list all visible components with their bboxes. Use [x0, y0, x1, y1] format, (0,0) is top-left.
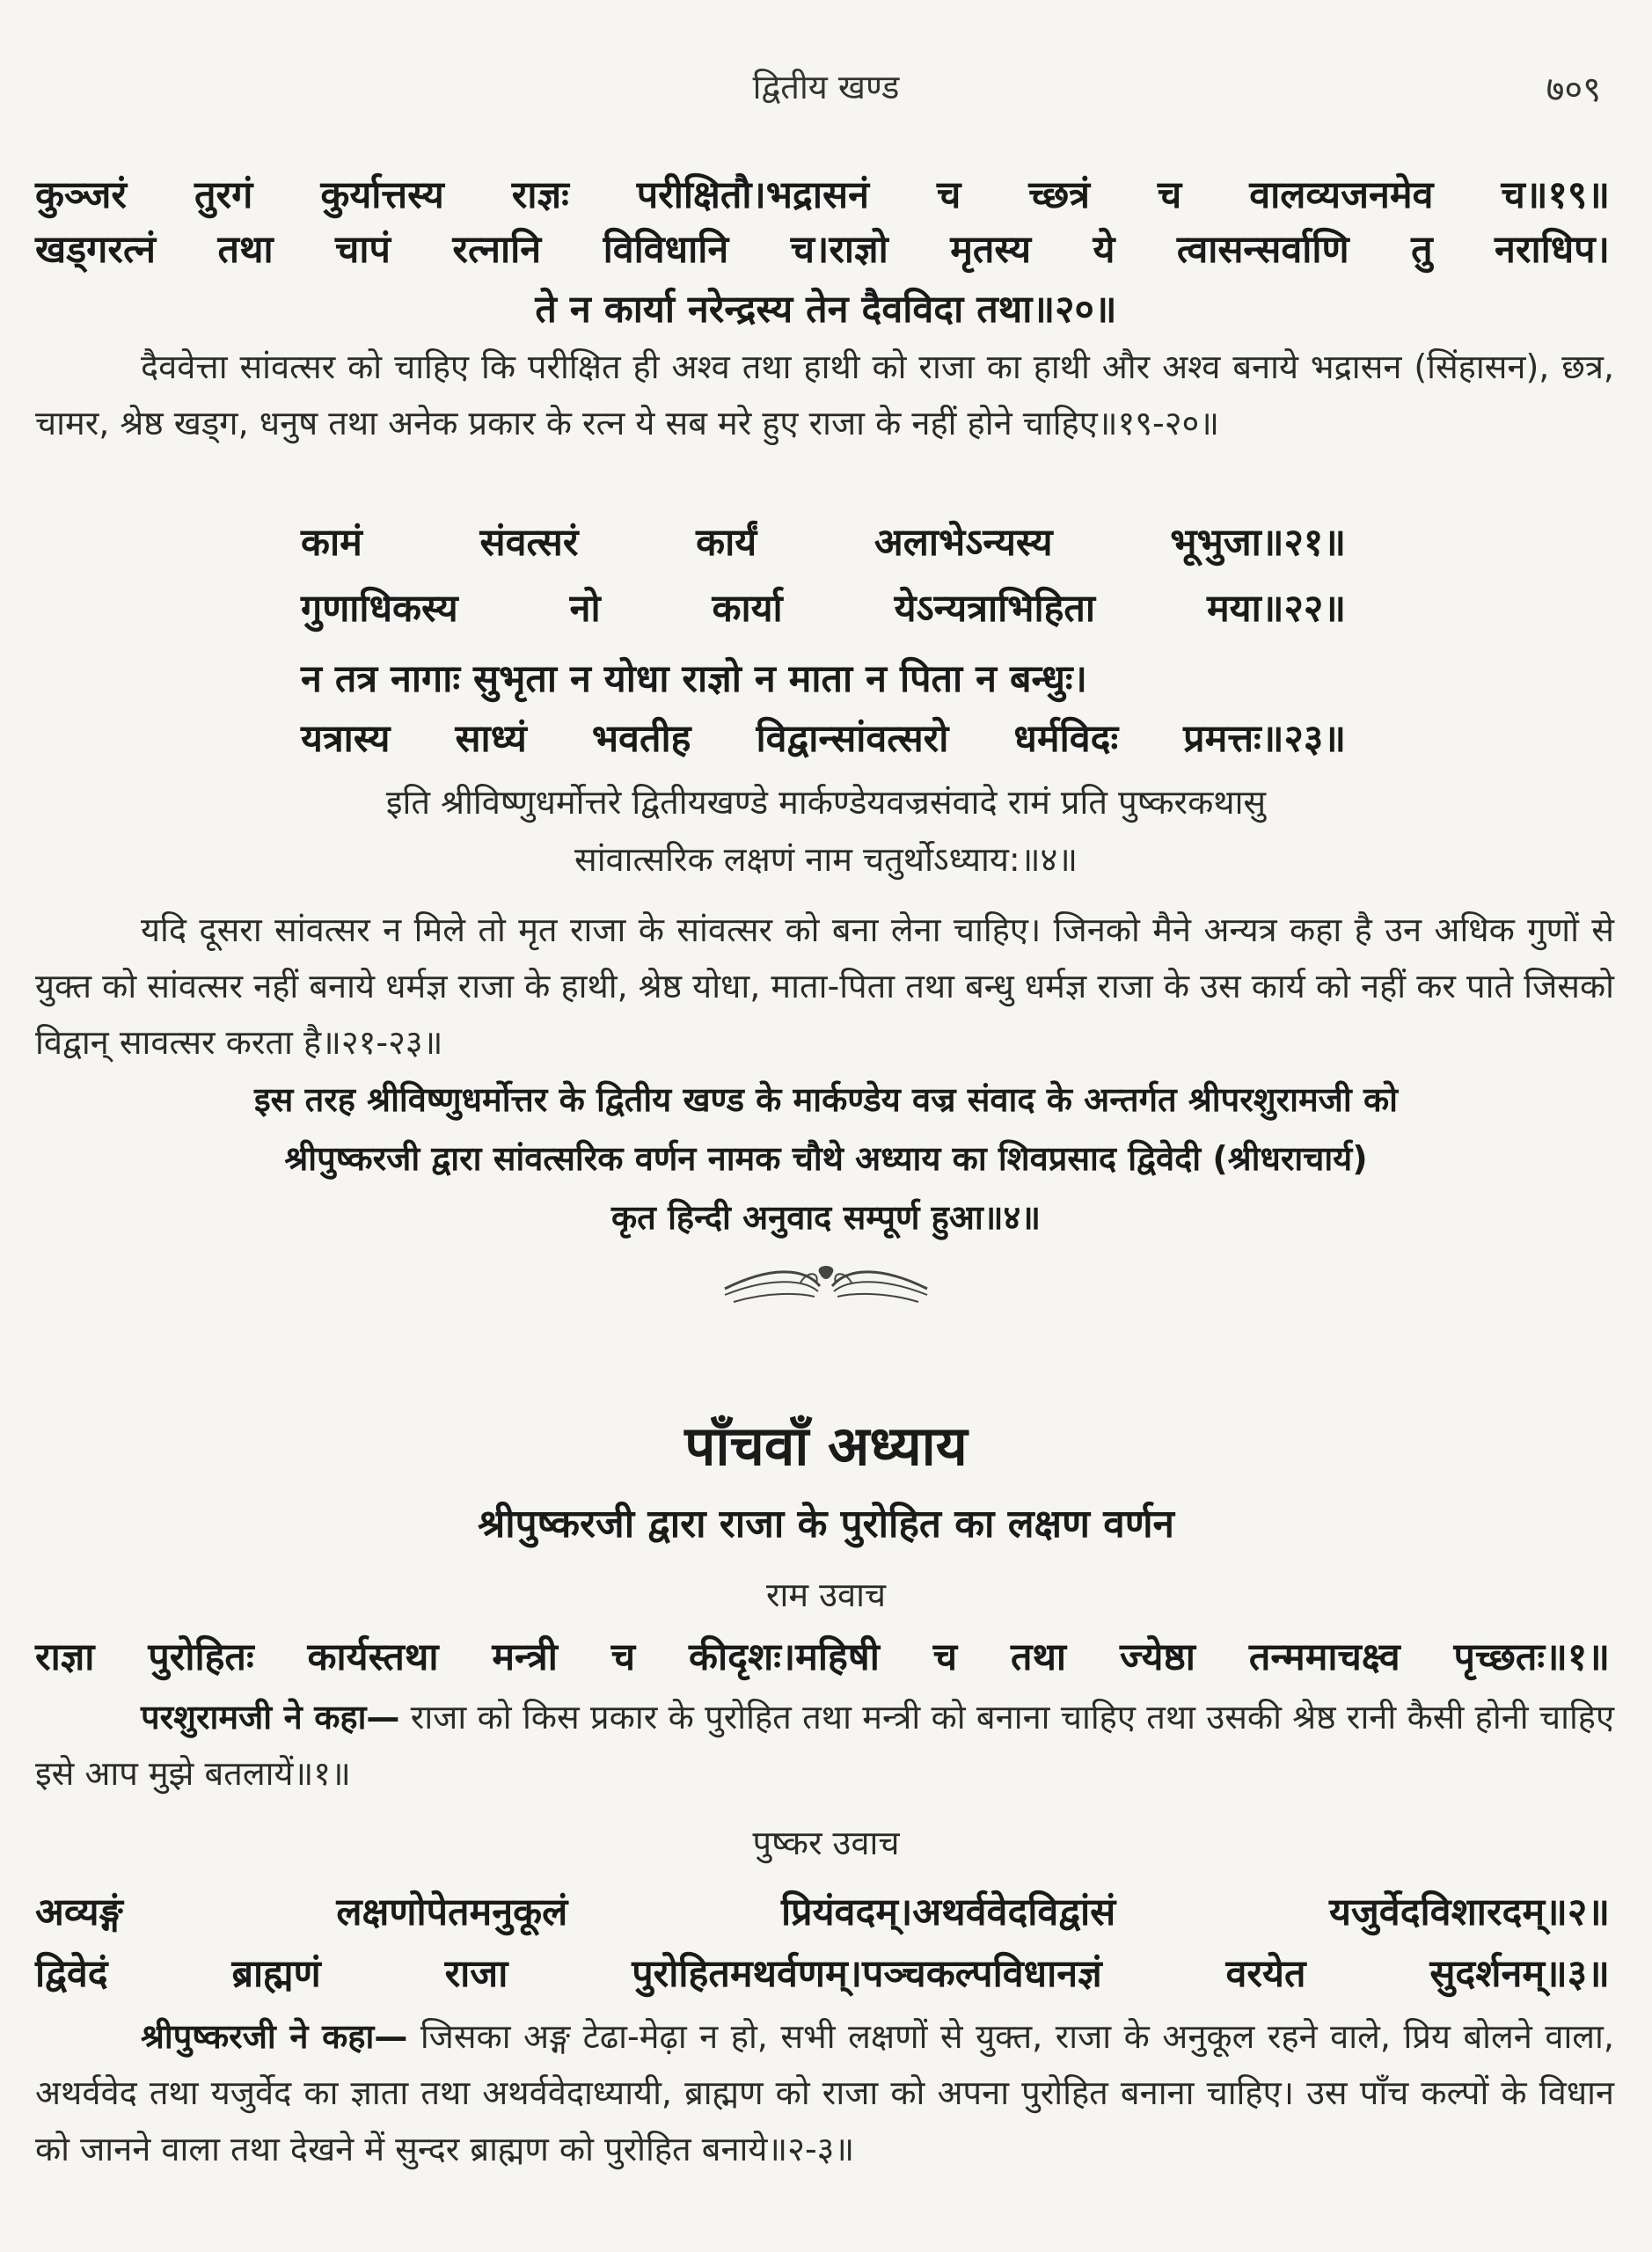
verse-word: नो	[569, 587, 601, 631]
verse-word: च।राज्ञो	[790, 228, 888, 272]
translation-1-lead: परशुरामजी ने कहा—	[141, 1698, 400, 1737]
verse-word: तु	[1411, 228, 1433, 272]
verse-word: च्छत्रं	[1028, 173, 1090, 217]
translation-19-20: दैववेत्ता सांवत्सर को चाहिए कि परीक्षित ही अश्व तथा हाथी को राजा का हाथी और अश्व बनाये भद्रासन (सिंहासन), छत्र, चामर, श्रेष्ठ खड्ग, धनुष तथा अनेक प्रकार के रत्न ये सब मरे हुए राजा के नहीं होने चाहिए॥१९-२०॥	[35, 347, 1614, 442]
verse-word: तथा	[217, 228, 274, 272]
verse-word: मृतस्य	[950, 228, 1032, 272]
verse-word: धर्मविदः	[1013, 717, 1119, 761]
verse-word: विविधानि	[603, 228, 729, 272]
colophon-line-3: कृत हिन्दी अनुवाद सम्पूर्ण हुआ॥४॥	[611, 1198, 1041, 1237]
verse-1	[35, 1629, 1610, 1681]
verse-word: च	[936, 173, 961, 217]
verse-word: राजा	[444, 1952, 508, 1996]
verse-word: कार्या	[712, 587, 783, 631]
verse-word: यत्रास्य	[301, 717, 391, 761]
verse-word: त्वासन्सर्वाणि	[1176, 228, 1349, 272]
translation-1-text: राजा को किस प्रकार के पुरोहित तथा मन्त्री को बनाना चाहिए तथा उसकी श्रेष्ठ रानी कैसी होनी चाहिए इसे आप मुझे बतलायें॥१॥	[35, 1698, 1614, 1793]
verse-word: यजुर्वेदविशारदम्॥२॥	[1328, 1890, 1610, 1934]
verse-word: लक्षणोपेतमनुकूलं	[336, 1890, 568, 1934]
verse-word: राज्ञः	[511, 173, 569, 217]
verse-3	[35, 1946, 1610, 1998]
verse-word: द्विवेदं	[35, 1952, 108, 1996]
verse-word: च	[932, 1635, 958, 1679]
verse-word: प्रियंवदम्।अथर्ववेदविद्वांसं	[781, 1890, 1116, 1934]
verse-word: खड्गरत्नं	[35, 228, 157, 272]
chapter-subtitle: श्रीपुष्करजी द्वारा राजा के पुरोहित का लक्षण वर्णन	[478, 1502, 1174, 1546]
speaker-rama: राम उवाच	[765, 1576, 887, 1614]
verse-word: च	[1157, 173, 1182, 217]
verse-word: अलाभेऽन्यस्य	[874, 521, 1053, 565]
verse-word: च	[610, 1635, 636, 1679]
verse-word: वरयेत	[1225, 1952, 1306, 1996]
verse-word: नराधिप।	[1495, 228, 1610, 272]
translation-2-3-text: जिसका अङ्ग टेढा-मेढ़ा न हो, सभी लक्षणों से युक्त, राजा के अनुकूल रहने वाले, प्रिय बोलने वाला, अथर्ववेद तथा यजुर्वेद का ज्ञाता तथा अथर्ववेदाध्यायी, ब्राह्मण को राजा को अपना पुरोहित बनाना चाहिए। उस पाँच कल्पों के विधान को जानने वाला तथा देखने में सुन्दर ब्राह्मण को पुरोहित बनाये॥२-३॥	[35, 2017, 1614, 2168]
verse-word: संवत्सरं	[479, 521, 579, 565]
translation-2-3-lead: श्रीपुष्करजी ने कहा—	[141, 2017, 408, 2056]
verse-word: कीदृशः।महिषी	[688, 1635, 880, 1679]
running-title: द्वितीय खण्ड	[752, 68, 900, 106]
colophon-line-1: इस तरह श्रीविष्णुधर्मोत्तर के द्वितीय खण्ड के मार्कण्डेय वज्र संवाद के अन्तर्गत श्रीपरशुरामजी को	[254, 1080, 1398, 1119]
iti-line-2: सांवात्सरिक लक्षणं नाम चतुर्थोऽध्याय:॥४॥	[574, 840, 1078, 879]
verse-word: तन्ममाचक्ष्व	[1248, 1635, 1400, 1679]
verse-word: राज्ञा	[35, 1635, 95, 1679]
verse-word: चापं	[335, 228, 391, 272]
verse-word: पुरोहितः	[148, 1635, 254, 1679]
verse-word: पृच्छतः॥१॥	[1453, 1635, 1610, 1679]
verse-word: भूभुजा॥२१॥	[1170, 521, 1346, 565]
verse-word: पुरोहितमथर्वणम्।पञ्चकल्पविधानज्ञं	[632, 1952, 1102, 1996]
translation-21-23: यदि दूसरा सांवत्सर न मिले तो मृत राजा के सांवत्सर को बना लेना चाहिए। जिनको मैने अन्यत्र कहा है उन अधिक गुणों से युक्त को सांवत्सर नहीं बनाये धर्मज्ञ राजा के हाथी, श्रेष्ठ योधा, माता-पिता तथा बन्धु धर्मज्ञ राजा के उस कार्य को नहीं कर पाते जिसको विद्वान् सावत्सर करता है॥२१-२३॥	[35, 910, 1614, 1062]
verse-word: ये	[1093, 228, 1115, 272]
verse-word: ब्राह्मणं	[231, 1952, 321, 1996]
verse-word: कार्यस्तथा	[307, 1635, 439, 1679]
verse-22	[301, 581, 1346, 632]
verse-word: च॥१९॥	[1501, 173, 1610, 217]
verse-word: तुरगं	[194, 173, 253, 217]
verse-word: परीक्षितौ।भद्रासनं	[636, 173, 869, 217]
verse-word: प्रमत्तः॥२३॥	[1183, 717, 1346, 761]
verse-20-line-2: ते न कार्या नरेन्द्रस्य तेन दैवविदा तथा॥२०॥	[535, 288, 1117, 332]
chapter-title: पाँचवाँ अध्याय	[684, 1414, 968, 1478]
verse-word: कुञ्जरं	[35, 173, 128, 217]
verse-word: येऽन्यत्राभिहिता	[894, 587, 1096, 631]
ornament-divider-icon	[716, 1258, 936, 1320]
verse-word: कार्यं	[696, 521, 757, 565]
verse-word: अव्यङ्गं	[35, 1890, 123, 1934]
verse-word: तथा	[1010, 1635, 1067, 1679]
verse-19	[35, 167, 1610, 219]
colophon-line-2: श्रीपुष्करजी द्वारा सांवत्सरिक वर्णन नामक चौथे अध्याय का शिवप्रसाद द्विवेदी (श्रीधराचार्य)	[284, 1139, 1368, 1178]
verse-23-line-1: न तत्र नागाः सुभृता न योधा राज्ञो न माता न पिता न बन्धुः।	[301, 657, 1087, 701]
verse-20-line-1	[35, 222, 1610, 274]
page-number: ७०९	[1546, 69, 1601, 110]
verse-23-line-2	[301, 711, 1346, 763]
verse-word: भवतीह	[591, 717, 691, 761]
speaker-pushkara: पुष्कर उवाच	[752, 1824, 900, 1862]
verse-word: वालव्यजनमेव	[1249, 173, 1434, 217]
verse-word: गुणाधिकस्य	[301, 587, 458, 631]
verse-word: सुदर्शनम्॥३॥	[1429, 1952, 1610, 1996]
iti-line-1: इति श्रीविष्णुधर्मोत्तरे द्वितीयखण्डे मार्कण्डेयवज्रसंवादे रामं प्रति पुष्करकथासु	[385, 783, 1267, 822]
verse-word: रत्नानि	[452, 228, 542, 272]
verse-word: मया॥२२॥	[1206, 587, 1346, 631]
verse-word: कामं	[301, 521, 362, 565]
verse-2	[35, 1884, 1610, 1936]
translation-2-3	[35, 2008, 1614, 2177]
verse-21	[301, 515, 1346, 567]
verse-word: कुर्यात्तस्य	[320, 173, 444, 217]
verse-word: साध्यं	[455, 717, 527, 761]
verse-word: विद्वान्सांवत्सरो	[756, 717, 949, 761]
verse-word: मन्त्री	[492, 1635, 558, 1679]
translation-1	[35, 1689, 1614, 1802]
verse-word: ज्येष्ठा	[1119, 1635, 1195, 1679]
